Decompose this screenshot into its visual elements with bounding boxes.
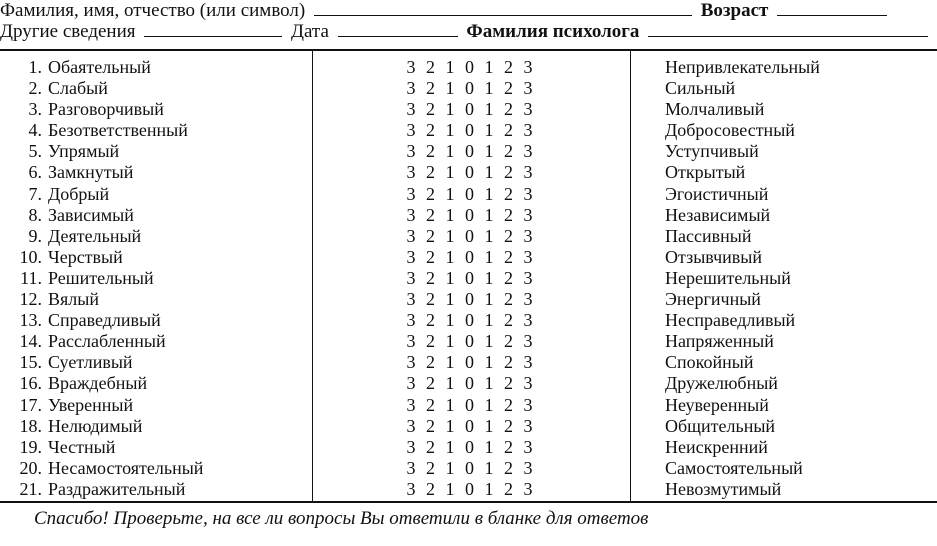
left-adjective: Суетливый xyxy=(48,352,133,373)
rating-scale[interactable]: 3 2 1 0 1 2 3 xyxy=(406,457,536,478)
rating-scale[interactable]: 3 2 1 0 1 2 3 xyxy=(406,225,536,246)
right-adjective: Напряженный xyxy=(665,331,774,352)
left-adjective: Деятельный xyxy=(48,225,142,246)
right-adjective: Открытый xyxy=(665,162,746,183)
left-adjective: Обаятельный xyxy=(48,57,151,77)
rating-scale[interactable]: 3 2 1 0 1 2 3 xyxy=(406,310,536,331)
left-adjective: Решительный xyxy=(48,267,154,288)
left-adjective-row xyxy=(18,437,308,458)
age-label: Возраст xyxy=(700,0,769,21)
left-adjective: Черствый xyxy=(48,246,123,267)
rating-scale[interactable]: 3 2 1 0 1 2 3 xyxy=(406,204,536,225)
right-adjective: Самостоятельный xyxy=(665,457,803,478)
right-adjective: Невозмутимый xyxy=(665,478,782,499)
left-adjective: Разговорчивый xyxy=(48,99,164,120)
right-adjective: Энергичный xyxy=(665,289,761,310)
item-number: 12. xyxy=(19,289,42,310)
right-adjective: Эгоистичный xyxy=(665,183,769,204)
rating-scale[interactable]: 3 2 1 0 1 2 3 xyxy=(406,57,536,77)
item-number: 15. xyxy=(19,352,42,373)
left-adjective-row xyxy=(18,458,308,479)
right-adjective: Отзывчивый xyxy=(665,246,763,267)
right-adjective: Независимый xyxy=(665,204,771,225)
left-adjective: Расслабленный xyxy=(48,331,166,352)
item-number: 11. xyxy=(20,267,42,288)
left-adjective: Упрямый xyxy=(48,141,120,162)
rating-scale[interactable]: 3 2 1 0 1 2 3 xyxy=(406,267,536,288)
date-label: Дата xyxy=(291,21,329,42)
rating-scale[interactable]: 3 2 1 0 1 2 3 xyxy=(406,373,536,394)
left-adjective-row xyxy=(18,310,308,331)
item-number: 16. xyxy=(19,373,42,394)
right-adjective: Спокойный xyxy=(665,352,754,373)
rating-table xyxy=(0,49,937,503)
rating-scale[interactable]: 3 2 1 0 1 2 3 xyxy=(406,162,536,183)
rating-scale[interactable]: 3 2 1 0 1 2 3 xyxy=(406,394,536,415)
right-adjective: Уступчивый xyxy=(665,141,759,162)
right-adjectives-column xyxy=(665,57,935,500)
left-adjective: Замкнутый xyxy=(48,162,134,183)
scale-column xyxy=(312,57,630,500)
left-adjective-row xyxy=(18,226,308,247)
item-number: 8. xyxy=(28,204,42,225)
left-adjective: Слабый xyxy=(48,78,108,99)
left-adjective-row xyxy=(18,373,308,394)
rating-scale[interactable]: 3 2 1 0 1 2 3 xyxy=(406,99,536,120)
left-adjective-row xyxy=(18,205,308,226)
left-adjective-row xyxy=(18,57,308,78)
item-number: 1. xyxy=(28,57,42,77)
right-adjective: Общительный xyxy=(665,415,776,436)
rating-scale[interactable]: 3 2 1 0 1 2 3 xyxy=(406,478,536,499)
footer-note: Спасибо! Проверьте, на все ли вопросы Вы ответили в бланке для ответов xyxy=(34,508,649,529)
item-number: 13. xyxy=(19,310,42,331)
age-field[interactable] xyxy=(777,0,887,16)
other-info-field[interactable] xyxy=(144,21,282,37)
rating-scale[interactable]: 3 2 1 0 1 2 3 xyxy=(406,436,536,457)
rating-scale[interactable]: 3 2 1 0 1 2 3 xyxy=(406,141,536,162)
rating-scale[interactable]: 3 2 1 0 1 2 3 xyxy=(406,289,536,310)
psychologist-field[interactable] xyxy=(648,21,928,37)
right-adjective: Нерешительный xyxy=(665,267,791,288)
left-adjective-row xyxy=(18,247,308,268)
header-row-1 xyxy=(0,0,891,22)
rating-scale[interactable]: 3 2 1 0 1 2 3 xyxy=(406,331,536,352)
right-adjective: Молчаливый xyxy=(665,99,765,120)
left-adjectives-column xyxy=(18,57,308,500)
item-number: 17. xyxy=(19,394,42,415)
left-adjective: Вялый xyxy=(48,289,99,310)
header-row-2 xyxy=(0,21,932,43)
left-adjective-row xyxy=(18,331,308,352)
item-number: 6. xyxy=(28,162,42,183)
left-adjective: Раздражительный xyxy=(48,478,186,499)
right-adjective: Добросовестный xyxy=(665,120,795,141)
item-number: 10. xyxy=(19,246,42,267)
column-divider-right xyxy=(630,51,631,501)
rating-scale[interactable]: 3 2 1 0 1 2 3 xyxy=(406,415,536,436)
item-number: 14. xyxy=(19,331,42,352)
item-number: 5. xyxy=(28,141,42,162)
item-number: 21. xyxy=(19,478,42,499)
item-number: 9. xyxy=(28,225,42,246)
left-adjective-row xyxy=(18,416,308,437)
right-adjective: Дружелюбный xyxy=(665,373,778,394)
left-adjective: Уверенный xyxy=(48,394,134,415)
left-adjective-row xyxy=(18,99,308,120)
left-adjective-row xyxy=(18,78,308,99)
left-adjective-row xyxy=(18,141,308,162)
left-adjective-row xyxy=(18,120,308,141)
other-info-label: Другие сведения xyxy=(0,21,136,42)
date-field[interactable] xyxy=(338,21,458,37)
rating-scale[interactable]: 3 2 1 0 1 2 3 xyxy=(406,183,536,204)
left-adjective: Враждебный xyxy=(48,373,148,394)
right-adjective: Неискренний xyxy=(665,436,768,457)
left-adjective-row xyxy=(18,268,308,289)
right-adjective: Неуверенный xyxy=(665,394,769,415)
left-adjective-row xyxy=(18,162,308,183)
item-number: 19. xyxy=(19,436,42,457)
left-adjective-row xyxy=(18,184,308,205)
right-adjective: Непривлекательный xyxy=(665,57,820,77)
name-label: Фамилия, имя, отчество (или символ) xyxy=(0,0,306,21)
item-number: 20. xyxy=(19,457,42,478)
left-adjective: Безответственный xyxy=(48,120,188,141)
rating-scale[interactable]: 3 2 1 0 1 2 3 xyxy=(406,246,536,267)
right-adjective: Сильный xyxy=(665,78,736,99)
left-adjective-row xyxy=(18,289,308,310)
right-adjective: Пассивный xyxy=(665,225,752,246)
item-number: 4. xyxy=(28,120,42,141)
left-adjective: Добрый xyxy=(48,183,110,204)
psychologist-label: Фамилия психолога xyxy=(466,21,640,42)
rating-scale[interactable]: 3 2 1 0 1 2 3 xyxy=(406,120,536,141)
rating-scale[interactable]: 3 2 1 0 1 2 3 xyxy=(406,78,536,99)
left-adjective: Честный xyxy=(48,436,116,457)
left-adjective-row xyxy=(18,395,308,416)
left-adjective: Нелюдимый xyxy=(48,415,143,436)
left-adjective: Зависимый xyxy=(48,204,134,225)
item-number: 18. xyxy=(19,415,42,436)
right-adjective: Несправедливый xyxy=(665,310,796,331)
left-adjective: Несамостоятельный xyxy=(48,457,204,478)
item-number: 3. xyxy=(28,99,42,120)
left-adjective-row xyxy=(18,479,308,500)
left-adjective: Справедливый xyxy=(48,310,161,331)
item-number: 7. xyxy=(28,183,42,204)
left-adjective-row xyxy=(18,352,308,373)
name-field[interactable] xyxy=(314,0,692,16)
rating-scale[interactable]: 3 2 1 0 1 2 3 xyxy=(406,352,536,373)
item-number: 2. xyxy=(28,78,42,99)
